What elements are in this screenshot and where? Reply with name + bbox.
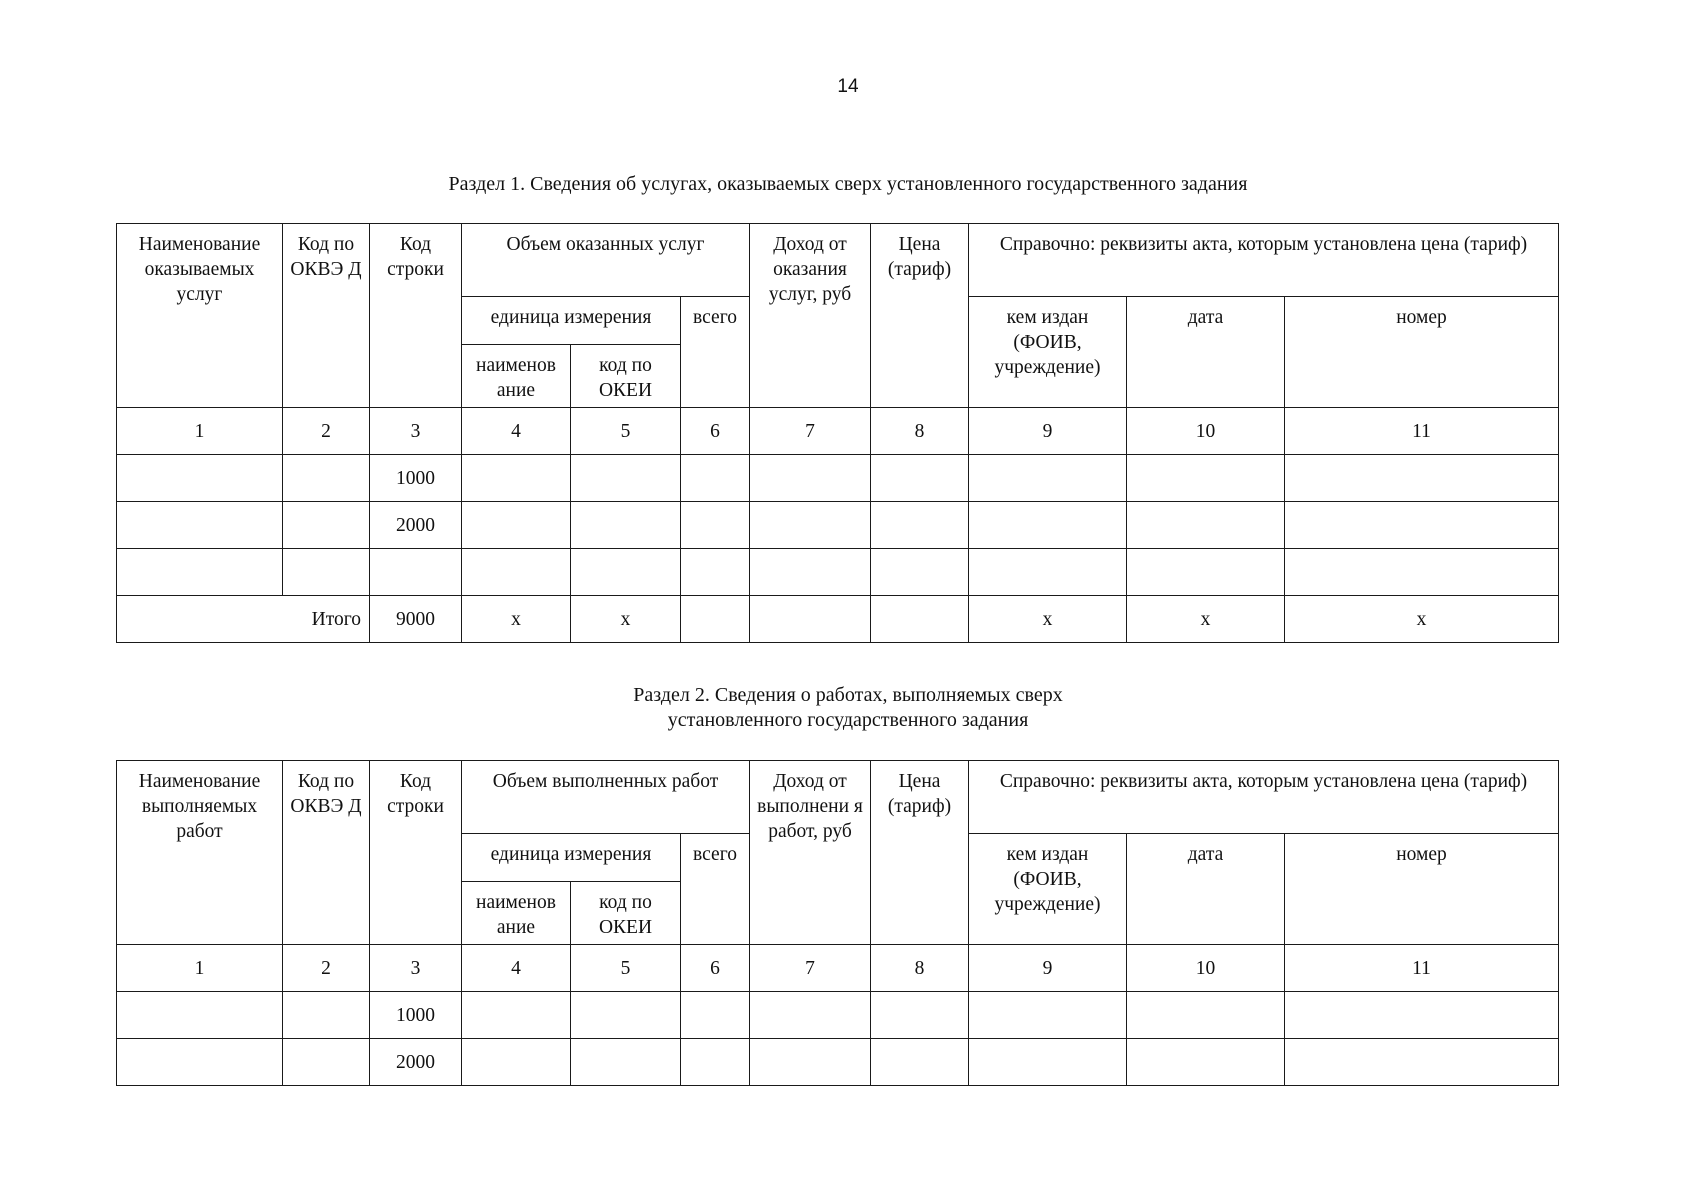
table-cell[interactable] (462, 1039, 571, 1086)
total-row (117, 596, 1559, 643)
total-cell[interactable] (871, 596, 969, 643)
column-number-row (117, 408, 1559, 455)
column-number: 5 (571, 945, 681, 992)
total-cell[interactable] (750, 596, 871, 643)
header-total: всего (681, 834, 750, 945)
table-cell[interactable] (1127, 992, 1285, 1039)
total-cell: x (969, 596, 1127, 643)
table-cell[interactable] (871, 1039, 969, 1086)
section-1-title: Раздел 1. Сведения об услугах, оказываемых сверх установленного государственного задания (448, 173, 1248, 195)
table-cell[interactable] (871, 455, 969, 502)
table-cell[interactable] (681, 992, 750, 1039)
column-number: 1 (117, 408, 283, 455)
table-cell[interactable] (117, 502, 283, 549)
table-cell[interactable] (1285, 992, 1559, 1039)
services-table (116, 223, 1559, 643)
column-number: 5 (571, 408, 681, 455)
table-cell[interactable] (750, 455, 871, 502)
total-cell: x (462, 596, 571, 643)
page-number: 14 (837, 76, 859, 97)
column-number: 3 (370, 408, 462, 455)
table-cell[interactable] (681, 1039, 750, 1086)
header-name: Наименование выполняемых работ (117, 761, 283, 945)
table-cell[interactable] (681, 549, 750, 596)
total-label: Итого (117, 596, 370, 643)
column-number: 8 (871, 945, 969, 992)
table-cell[interactable] (1285, 549, 1559, 596)
table-cell[interactable] (571, 1039, 681, 1086)
header-total: всего (681, 297, 750, 408)
header-price: Цена (тариф) (871, 224, 969, 408)
table-cell[interactable] (750, 502, 871, 549)
table-cell[interactable] (571, 502, 681, 549)
table-cell[interactable] (1285, 502, 1559, 549)
column-number: 9 (969, 408, 1127, 455)
table-cell[interactable] (969, 455, 1127, 502)
total-cell: x (1127, 596, 1285, 643)
table-row (117, 992, 1559, 1039)
table-cell[interactable] (283, 549, 370, 596)
column-number: 7 (750, 945, 871, 992)
table-cell[interactable] (117, 992, 283, 1039)
table-cell[interactable] (1285, 1039, 1559, 1086)
table-cell[interactable]: 2000 (370, 502, 462, 549)
table-cell[interactable] (969, 502, 1127, 549)
column-number: 4 (462, 408, 571, 455)
table-cell[interactable] (117, 455, 283, 502)
column-number: 6 (681, 945, 750, 992)
header-price: Цена (тариф) (871, 761, 969, 945)
header-unit: единица измерения (462, 834, 681, 882)
table-cell[interactable] (871, 992, 969, 1039)
table-cell[interactable] (462, 502, 571, 549)
header-number: номер (1285, 297, 1559, 408)
table-cell[interactable] (117, 549, 283, 596)
table-cell[interactable]: 1000 (370, 455, 462, 502)
header-income: Доход от оказания услуг, руб (750, 224, 871, 408)
total-cell: x (571, 596, 681, 643)
total-cell[interactable] (681, 596, 750, 643)
table-cell[interactable] (1127, 549, 1285, 596)
table-cell[interactable] (571, 992, 681, 1039)
table-cell[interactable] (969, 549, 1127, 596)
table-cell[interactable] (462, 549, 571, 596)
column-number-row (117, 945, 1559, 992)
column-number: 4 (462, 945, 571, 992)
column-number: 3 (370, 945, 462, 992)
table-cell[interactable] (681, 502, 750, 549)
table-cell[interactable]: 1000 (370, 992, 462, 1039)
header-issued-by: кем издан (ФОИВ, учреждение) (969, 297, 1127, 408)
header-issued-by: кем издан (ФОИВ, учреждение) (969, 834, 1127, 945)
header-unit: единица измерения (462, 297, 681, 345)
table-cell[interactable] (462, 992, 571, 1039)
header-line-code: Код строки (370, 761, 462, 945)
table-cell[interactable] (283, 502, 370, 549)
table-cell[interactable] (681, 455, 750, 502)
header-reference: Справочно: реквизиты акта, которым установлена цена (тариф) (969, 224, 1559, 297)
header-date: дата (1127, 834, 1285, 945)
header-unit-name: наименов ание (462, 882, 571, 945)
header-unit-code: код по ОКЕИ (571, 345, 681, 408)
table-cell[interactable] (283, 455, 370, 502)
table-cell[interactable] (871, 549, 969, 596)
table-cell[interactable] (750, 1039, 871, 1086)
table-cell[interactable] (1127, 455, 1285, 502)
table-cell[interactable] (283, 992, 370, 1039)
column-number: 11 (1285, 945, 1559, 992)
table-cell[interactable] (117, 1039, 283, 1086)
header-okved: Код по ОКВЭ Д (283, 224, 370, 408)
table-row (117, 502, 1559, 549)
header-number: номер (1285, 834, 1559, 945)
header-income: Доход от выполнени я работ, руб (750, 761, 871, 945)
column-number: 7 (750, 408, 871, 455)
column-number: 11 (1285, 408, 1559, 455)
header-okved: Код по ОКВЭ Д (283, 761, 370, 945)
section-2-title (0, 683, 1696, 733)
table-cell[interactable] (571, 549, 681, 596)
column-number: 10 (1127, 945, 1285, 992)
table-row (117, 549, 1559, 596)
header-volume: Объем выполненных работ (462, 761, 750, 834)
column-number: 8 (871, 408, 969, 455)
table-cell[interactable] (1127, 502, 1285, 549)
total-cell: x (1285, 596, 1559, 643)
column-number: 1 (117, 945, 283, 992)
column-number: 9 (969, 945, 1127, 992)
table-cell[interactable] (969, 992, 1127, 1039)
section-2-title-line-2: установленного государственного задания (667, 709, 1029, 731)
table-cell[interactable] (1127, 1039, 1285, 1086)
column-number: 6 (681, 408, 750, 455)
table-cell[interactable] (571, 455, 681, 502)
works-table (116, 760, 1559, 1086)
header-date: дата (1127, 297, 1285, 408)
column-number: 2 (283, 945, 370, 992)
table-cell[interactable] (370, 549, 462, 596)
table-cell[interactable] (750, 549, 871, 596)
table-cell[interactable] (462, 455, 571, 502)
section-2-title-line-1: Раздел 2. Сведения о работах, выполняемых сверх (633, 684, 1063, 706)
table-cell[interactable] (969, 1039, 1127, 1086)
header-unit-code: код по ОКЕИ (571, 882, 681, 945)
column-number: 2 (283, 408, 370, 455)
table-cell[interactable]: 2000 (370, 1039, 462, 1086)
header-volume: Объем оказанных услуг (462, 224, 750, 297)
table-cell[interactable] (871, 502, 969, 549)
table-row (117, 1039, 1559, 1086)
header-reference: Справочно: реквизиты акта, которым установлена цена (тариф) (969, 761, 1559, 834)
table-cell[interactable] (283, 1039, 370, 1086)
header-line-code: Код строки (370, 224, 462, 408)
table-row (117, 455, 1559, 502)
table-cell[interactable] (1285, 455, 1559, 502)
table-cell[interactable] (750, 992, 871, 1039)
column-number: 10 (1127, 408, 1285, 455)
header-unit-name: наименов ание (462, 345, 571, 408)
header-name: Наименование оказываемых услуг (117, 224, 283, 408)
total-cell: 9000 (370, 596, 462, 643)
